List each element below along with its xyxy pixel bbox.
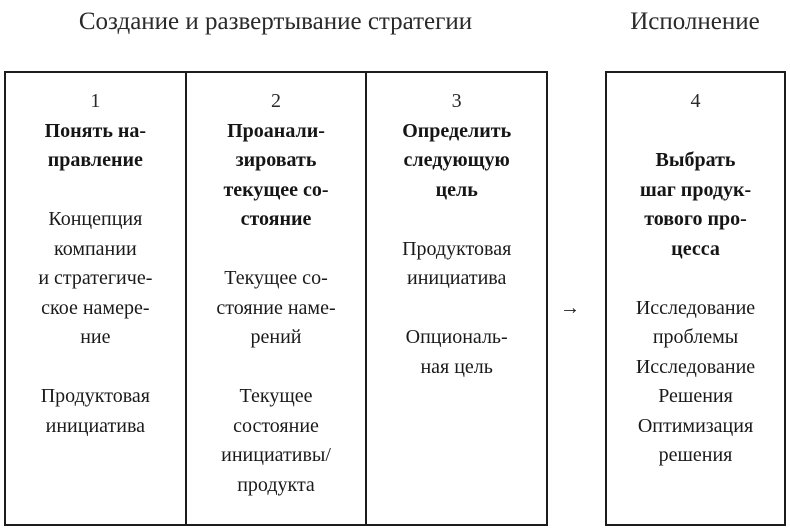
item-line: Продуктовая bbox=[40, 385, 150, 407]
item-line: Опциональ- bbox=[405, 326, 508, 348]
item-line: Концепция bbox=[48, 208, 143, 230]
item-line: рений bbox=[250, 326, 302, 348]
step-title-line: текущее со- bbox=[223, 178, 329, 201]
item-line: стояние наме- bbox=[216, 296, 336, 319]
step-column-1 bbox=[6, 73, 185, 524]
arrow-right-icon: → bbox=[560, 297, 580, 319]
execution-heading: Исполнение bbox=[630, 8, 760, 35]
item-line: инициатива bbox=[45, 414, 146, 437]
step-title-line: цель bbox=[435, 178, 478, 201]
step-title-line: стояние bbox=[240, 208, 312, 230]
item-line: проблемы bbox=[652, 326, 739, 348]
item-line: ние bbox=[80, 326, 111, 348]
spacer bbox=[6, 176, 185, 206]
step-title-line: цесса bbox=[671, 237, 720, 260]
item-line: инициатива bbox=[406, 267, 507, 289]
step-title-line: зировать bbox=[235, 149, 317, 171]
execution-group-box bbox=[605, 71, 786, 526]
item-line: Исследование bbox=[635, 296, 756, 319]
spacer bbox=[367, 294, 546, 324]
item-line: ское намере- bbox=[41, 296, 150, 319]
spacer bbox=[607, 264, 784, 294]
strategy-group-box bbox=[4, 71, 548, 526]
step-title-line: правление bbox=[47, 149, 143, 171]
step-number: 1 bbox=[90, 90, 101, 112]
step-title-line: следующую bbox=[403, 149, 510, 171]
item-line: Текущее со- bbox=[224, 267, 328, 289]
step-title-line: Выбрать bbox=[655, 149, 736, 171]
step-title-line: тового про- bbox=[644, 208, 747, 230]
item-line: Исследование bbox=[635, 355, 756, 378]
step-column-3 bbox=[365, 73, 546, 524]
step-number: 3 bbox=[451, 90, 462, 112]
item-line: Текущее bbox=[239, 385, 313, 407]
item-line: решения bbox=[658, 444, 733, 466]
step-title-line: шаг продук- bbox=[639, 178, 752, 201]
spacer bbox=[607, 117, 784, 147]
step-title-line: Проанали- bbox=[227, 119, 325, 142]
item-line: компании bbox=[54, 237, 137, 260]
item-line: продукта bbox=[237, 473, 315, 496]
item-line: Оптимизация bbox=[637, 414, 754, 437]
step-title-line: Понять на- bbox=[44, 119, 147, 142]
spacer bbox=[367, 205, 546, 235]
strategy-heading: Создание и развертывание стратегии bbox=[78, 8, 473, 35]
item-line: Продуктовая bbox=[402, 237, 512, 260]
step-title-line: Определить bbox=[402, 119, 512, 142]
spacer bbox=[187, 353, 366, 383]
item-line: состояние bbox=[233, 414, 319, 437]
step-number: 2 bbox=[271, 90, 281, 112]
step-column-4 bbox=[607, 73, 784, 524]
step-column-2 bbox=[185, 73, 366, 524]
spacer bbox=[6, 353, 185, 383]
item-line: инициативы/ bbox=[221, 444, 331, 466]
spacer bbox=[187, 235, 366, 265]
step-number: 4 bbox=[690, 90, 701, 112]
item-line: ная цель bbox=[420, 355, 493, 378]
item-line: Решения bbox=[658, 385, 733, 407]
item-line: и стратегиче- bbox=[38, 267, 153, 289]
